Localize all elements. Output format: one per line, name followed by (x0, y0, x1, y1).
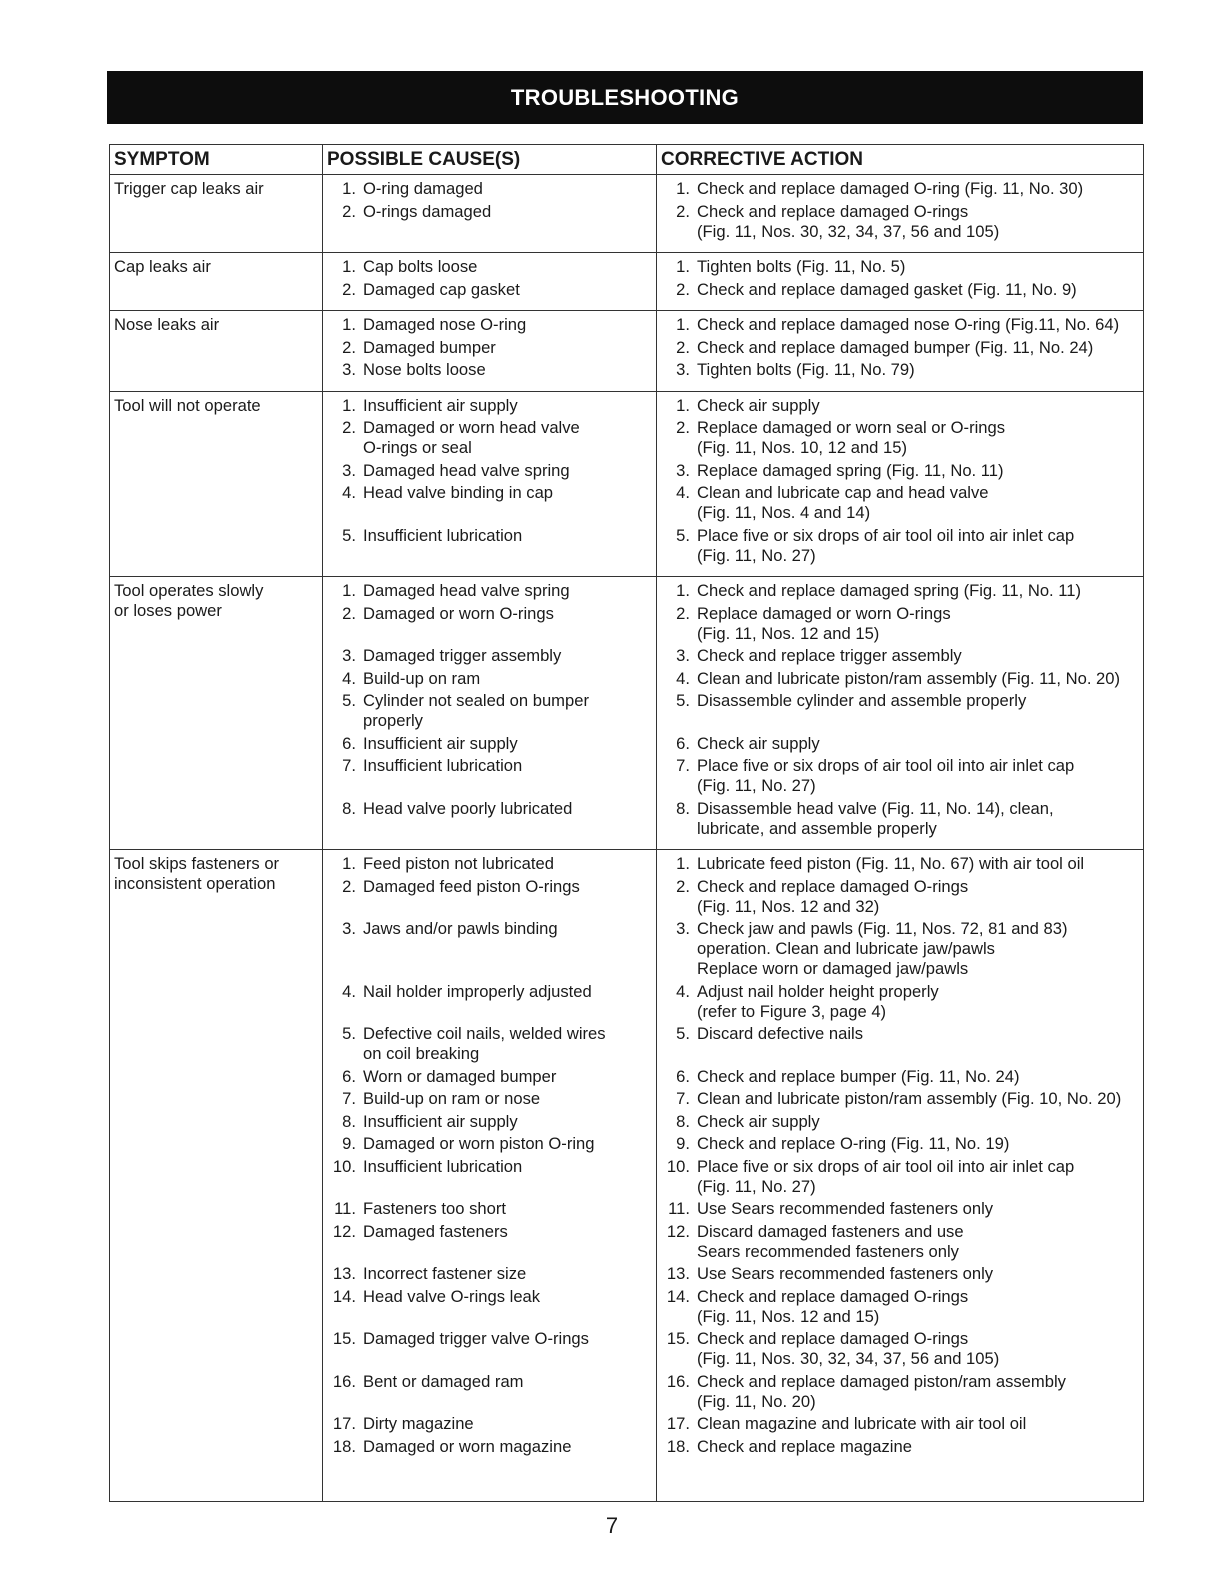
item-number: 1. (676, 257, 690, 276)
list-item (657, 1437, 1143, 1457)
item-number: 3. (676, 460, 690, 480)
item-number: 10. (332, 1156, 356, 1176)
table-header-row (110, 145, 1144, 175)
symptom-cell: Tool skips fasteners or inconsistent operation (110, 850, 323, 1502)
list-item (323, 461, 656, 481)
list-item (323, 202, 656, 242)
item-number: 1. (342, 854, 356, 873)
item-number: 3. (676, 646, 690, 665)
action-list (657, 577, 1143, 849)
list-item (323, 257, 656, 277)
cause-cell (323, 577, 657, 850)
action-header: CORRECTIVE ACTION (657, 145, 1144, 175)
list-item (657, 360, 1143, 380)
action-list (657, 850, 1143, 1467)
action-text: Tighten bolts (Fig. 11, No. 5) (697, 257, 906, 276)
item-number: 15. (332, 1329, 356, 1348)
cause-list (323, 850, 656, 1467)
table-body (110, 175, 1144, 1502)
item-number: 2. (676, 603, 690, 623)
item-number: 1. (342, 395, 356, 415)
cause-text: Nail holder improperly adjusted (363, 981, 592, 1001)
item-number: 2. (676, 337, 690, 357)
list-item (323, 646, 656, 666)
item-number: 3. (342, 919, 356, 938)
item-number: 1. (342, 257, 356, 276)
item-number: 2. (676, 201, 690, 221)
item-number: 2. (342, 418, 356, 437)
item-number: 2. (342, 603, 356, 623)
item-number: 4. (342, 483, 356, 502)
item-number: 3. (676, 360, 690, 379)
item-number: 2. (676, 418, 690, 437)
cause-text: Insufficient air supply (363, 1111, 518, 1131)
item-number: 16. (666, 1371, 690, 1391)
item-number: 5. (342, 525, 356, 545)
action-text: Clean and lubricate cap and head valve (Fig. 11, Nos. 4 and 14) (697, 483, 989, 522)
list-item (323, 1089, 656, 1109)
list-item (323, 526, 656, 566)
action-text: Replace damaged spring (Fig. 11, No. 11) (697, 460, 1004, 480)
table-row (110, 850, 1144, 1502)
action-text: Check air supply (697, 395, 820, 415)
action-list (657, 311, 1143, 391)
item-number: 6. (342, 733, 356, 753)
list-item (323, 315, 656, 335)
cause-cell (323, 253, 657, 311)
item-number: 4. (676, 668, 690, 688)
item-number: 14. (332, 1286, 356, 1306)
list-item (657, 483, 1143, 523)
action-text: Tighten bolts (Fig. 11, No. 79) (697, 360, 915, 379)
cause-list (323, 311, 656, 391)
list-item (323, 581, 656, 601)
cause-text: Insufficient lubrication (363, 756, 523, 775)
item-number: 4. (342, 668, 356, 688)
cause-cell (323, 175, 657, 253)
action-text: Place five or six drops of air tool oil into air inlet cap (Fig. 11, No. 27) (697, 756, 1075, 795)
list-item (323, 1222, 656, 1262)
cause-text: Damaged cap gasket (363, 279, 520, 299)
cause-text: Build-up on ram (363, 668, 481, 688)
action-list (657, 175, 1143, 252)
action-text: Check air supply (697, 1111, 820, 1131)
cause-text: Damaged bumper (363, 337, 496, 357)
list-item (323, 338, 656, 358)
list-item (657, 669, 1143, 689)
symptom-cell: Cap leaks air (110, 253, 323, 311)
action-cell (657, 253, 1144, 311)
action-text: Place five or six drops of air tool oil into air inlet cap (Fig. 11, No. 27) (697, 525, 1075, 565)
list-item (323, 1199, 656, 1219)
action-cell (657, 391, 1144, 577)
list-item (323, 1067, 656, 1087)
cause-cell (323, 850, 657, 1502)
cause-text: Insufficient lubrication (363, 1156, 523, 1176)
table-row (110, 175, 1144, 253)
item-number: 1. (676, 315, 690, 334)
item-number: 7. (342, 1089, 356, 1108)
action-text: Check and replace bumper (Fig. 11, No. 24) (697, 1066, 1020, 1086)
action-text: Check jaw and pawls (Fig. 11, Nos. 72, 81 and 83) operation. Clean and lubricate jaw/pawls Replace worn or damaged jaw/pawls (697, 919, 1068, 978)
list-item (323, 1329, 656, 1369)
item-number: 14. (666, 1286, 690, 1306)
item-number: 7. (342, 756, 356, 775)
action-text: Replace damaged or worn seal or O-rings (Fig. 11, Nos. 10, 12 and 15) (697, 418, 1006, 457)
action-text: Check and replace damaged piston/ram assembly (Fig. 11, No. 20) (697, 1371, 1066, 1411)
item-number: 18. (332, 1436, 356, 1456)
cause-text: Head valve O-rings leak (363, 1286, 541, 1306)
list-item (657, 396, 1143, 416)
list-item (657, 799, 1143, 839)
cause-text: Damaged or worn piston O-ring (363, 1134, 595, 1153)
action-text: Check and replace O-ring (Fig. 11, No. 19) (697, 1134, 1010, 1153)
list-item (323, 982, 656, 1022)
action-cell (657, 577, 1144, 850)
list-item (657, 734, 1143, 754)
item-number: 5. (676, 525, 690, 545)
cause-text: Damaged or worn O-rings (363, 603, 554, 623)
item-number: 2. (342, 201, 356, 221)
list-item (323, 483, 656, 523)
item-number: 7. (676, 756, 690, 775)
item-number: 8. (342, 1111, 356, 1131)
item-number: 6. (676, 1066, 690, 1086)
action-text: Check and replace damaged spring (Fig. 11, No. 11) (697, 581, 1082, 600)
action-text: Discard defective nails (697, 1024, 864, 1043)
list-item (323, 734, 656, 754)
cause-text: Fasteners too short (363, 1199, 506, 1218)
cause-text: Insufficient lubrication (363, 525, 523, 545)
list-item (657, 1157, 1143, 1197)
list-item (657, 1024, 1143, 1064)
item-number: 5. (342, 1024, 356, 1043)
item-number: 12. (666, 1221, 690, 1241)
list-item (657, 526, 1143, 566)
list-item (657, 202, 1143, 242)
action-text: Check and replace damaged gasket (Fig. 11, No. 9) (697, 279, 1077, 299)
action-text: Check and replace damaged bumper (Fig. 11, No. 24) (697, 337, 1094, 357)
cause-header: POSSIBLE CAUSE(S) (323, 145, 657, 175)
item-number: 3. (342, 360, 356, 379)
item-number: 2. (676, 876, 690, 896)
item-number: 11. (334, 1199, 356, 1218)
action-text: Disassemble cylinder and assemble properly (697, 691, 1027, 710)
item-number: 16. (332, 1371, 356, 1391)
action-text: Check and replace damaged O-rings (Fig. 11, Nos. 30, 32, 34, 37, 56 and 105) (697, 201, 1000, 241)
item-number: 2. (342, 279, 356, 299)
list-item (657, 691, 1143, 731)
cause-text: Damaged nose O-ring (363, 315, 527, 334)
cause-text: Incorrect fastener size (363, 1264, 527, 1283)
item-number: 7. (676, 1089, 690, 1108)
item-number: 1. (342, 179, 356, 198)
action-text: Disassemble head valve (Fig. 11, No. 14), clean, lubricate, and assemble properly (697, 798, 1054, 838)
list-item (657, 1199, 1143, 1219)
list-item (657, 1372, 1143, 1412)
item-number: 4. (676, 483, 690, 502)
item-number: 8. (342, 798, 356, 818)
list-item (657, 1329, 1143, 1369)
item-number: 3. (342, 460, 356, 480)
table-row (110, 391, 1144, 577)
action-text: Use Sears recommended fasteners only (697, 1264, 994, 1283)
item-number: 2. (676, 279, 690, 299)
list-item (323, 179, 656, 199)
list-item (323, 799, 656, 839)
action-cell (657, 850, 1144, 1502)
list-item (657, 1287, 1143, 1327)
list-item (657, 257, 1143, 277)
list-item (657, 919, 1143, 979)
item-number: 3. (676, 919, 690, 938)
cause-text: Damaged trigger valve O-rings (363, 1329, 589, 1348)
cause-text: Nose bolts loose (363, 360, 486, 379)
list-item (323, 756, 656, 796)
item-number: 15. (666, 1329, 690, 1348)
item-number: 9. (342, 1134, 356, 1153)
item-number: 17. (666, 1414, 690, 1433)
item-number: 1. (676, 581, 690, 600)
action-text: Discard damaged fasteners and use Sears recommended fasteners only (697, 1221, 964, 1261)
action-text: Check air supply (697, 733, 820, 753)
cause-text: Head valve binding in cap (363, 483, 554, 502)
list-item (657, 280, 1143, 300)
list-item (323, 604, 656, 644)
list-item (323, 854, 656, 874)
item-number: 1. (676, 854, 690, 873)
item-number: 6. (342, 1066, 356, 1086)
list-item (323, 418, 656, 458)
list-item (323, 1437, 656, 1457)
list-item (323, 1112, 656, 1132)
cause-text: Defective coil nails, welded wires on coil breaking (363, 1024, 606, 1063)
item-number: 13. (666, 1264, 690, 1283)
list-item (657, 1414, 1143, 1434)
cause-text: Damaged feed piston O-rings (363, 876, 580, 896)
page-title: TROUBLESHOOTING (107, 71, 1143, 124)
action-text: Check and replace damaged O-ring (Fig. 11, No. 30) (697, 179, 1084, 198)
action-text: Check and replace trigger assembly (697, 646, 962, 665)
action-text: Clean and lubricate piston/ram assembly (Fig. 11, No. 20) (697, 668, 1121, 688)
table-row (110, 311, 1144, 392)
list-item (657, 418, 1143, 458)
action-text: Lubricate feed piston (Fig. 11, No. 67) with air tool oil (697, 854, 1085, 873)
item-number: 1. (342, 315, 356, 334)
list-item (657, 179, 1143, 199)
cause-list (323, 253, 656, 310)
cause-text: Damaged trigger assembly (363, 646, 562, 665)
item-number: 11. (668, 1199, 690, 1218)
action-text: Clean magazine and lubricate with air tool oil (697, 1414, 1027, 1433)
action-list (657, 253, 1143, 310)
action-text: Place five or six drops of air tool oil into air inlet cap (Fig. 11, No. 27) (697, 1156, 1075, 1196)
cause-text: Damaged or worn magazine (363, 1436, 572, 1456)
list-item (323, 691, 656, 731)
list-item (323, 877, 656, 917)
cause-text: O-ring damaged (363, 179, 483, 198)
list-item (657, 315, 1143, 335)
symptom-cell: Tool will not operate (110, 391, 323, 577)
symptom-cell: Trigger cap leaks air (110, 175, 323, 253)
list-item (657, 1089, 1143, 1109)
item-number: 10. (666, 1156, 690, 1176)
list-item (323, 1287, 656, 1327)
item-number: 1. (342, 581, 356, 600)
list-item (323, 669, 656, 689)
item-number: 1. (676, 179, 690, 198)
symptom-cell: Nose leaks air (110, 311, 323, 392)
cause-cell (323, 391, 657, 577)
action-list (657, 392, 1143, 577)
cause-text: Damaged head valve spring (363, 460, 570, 480)
cause-list (323, 577, 656, 849)
list-item (657, 1112, 1143, 1132)
action-text: Check and replace magazine (697, 1436, 912, 1456)
cause-list (323, 175, 656, 252)
action-text: Check and replace damaged O-rings (Fig. 11, Nos. 30, 32, 34, 37, 56 and 105) (697, 1329, 1000, 1368)
cause-text: Dirty magazine (363, 1414, 474, 1433)
action-text: Check and replace damaged O-rings (Fig. 11, Nos. 12 and 15) (697, 1286, 969, 1326)
page-number: 7 (605, 1513, 619, 1538)
item-number: 2. (342, 876, 356, 896)
list-item (657, 854, 1143, 874)
cause-text: Worn or damaged bumper (363, 1066, 557, 1086)
item-number: 1. (676, 395, 690, 415)
list-item (323, 1414, 656, 1434)
item-number: 5. (342, 691, 356, 710)
list-item (323, 1264, 656, 1284)
list-item (323, 1372, 656, 1412)
item-number: 3. (342, 646, 356, 665)
action-text: Check and replace damaged O-rings (Fig. 11, Nos. 12 and 32) (697, 876, 969, 916)
item-number: 18. (666, 1436, 690, 1456)
item-number: 12. (332, 1221, 356, 1241)
list-item (657, 1067, 1143, 1087)
list-item (657, 604, 1143, 644)
symptom-header: SYMPTOM (110, 145, 323, 175)
action-text: Use Sears recommended fasteners only (697, 1199, 994, 1218)
item-number: 6. (676, 733, 690, 753)
list-item (323, 1024, 656, 1064)
list-item (323, 1157, 656, 1197)
action-cell (657, 311, 1144, 392)
list-item (657, 581, 1143, 601)
action-cell (657, 175, 1144, 253)
cause-text: Jaws and/or pawls binding (363, 919, 558, 938)
troubleshooting-table (109, 144, 1144, 1502)
item-number: 4. (342, 981, 356, 1001)
cause-text: Insufficient air supply (363, 395, 518, 415)
list-item (323, 360, 656, 380)
cause-text: Feed piston not lubricated (363, 854, 554, 873)
cause-text: Cap bolts loose (363, 257, 478, 276)
symptom-cell: Tool operates slowly or loses power (110, 577, 323, 850)
list-item (657, 1134, 1143, 1154)
list-item (657, 756, 1143, 796)
cause-text: Bent or damaged ram (363, 1371, 524, 1391)
item-number: 9. (676, 1134, 690, 1153)
list-item (323, 919, 656, 979)
cause-list (323, 392, 656, 577)
list-item (657, 461, 1143, 481)
action-text: Clean and lubricate piston/ram assembly (Fig. 10, No. 20) (697, 1089, 1122, 1108)
list-item (323, 1134, 656, 1154)
list-item (323, 396, 656, 416)
item-number: 2. (342, 337, 356, 357)
cause-text: Cylinder not sealed on bumper properly (363, 691, 589, 730)
cause-text: Build-up on ram or nose (363, 1089, 541, 1108)
item-number: 5. (676, 691, 690, 710)
cause-text: Damaged or worn head valve O-rings or seal (363, 418, 580, 457)
cause-cell (323, 311, 657, 392)
item-number: 4. (676, 981, 690, 1001)
cause-text: Damaged head valve spring (363, 581, 570, 600)
list-item (657, 877, 1143, 917)
cause-text: Damaged fasteners (363, 1221, 508, 1241)
action-text: Adjust nail holder height properly (refer to Figure 3, page 4) (697, 981, 939, 1021)
cause-text: O-rings damaged (363, 201, 492, 221)
list-item (657, 646, 1143, 666)
item-number: 17. (332, 1414, 356, 1433)
cause-text: Insufficient air supply (363, 733, 518, 753)
item-number: 8. (676, 1111, 690, 1131)
item-number: 13. (332, 1264, 356, 1283)
list-item (657, 1264, 1143, 1284)
table-row (110, 577, 1144, 850)
action-text: Check and replace damaged nose O-ring (Fig.11, No. 64) (697, 315, 1120, 334)
item-number: 5. (676, 1024, 690, 1043)
list-item (323, 280, 656, 300)
list-item (657, 982, 1143, 1022)
action-text: Replace damaged or worn O-rings (Fig. 11, Nos. 12 and 15) (697, 603, 951, 643)
table-row (110, 253, 1144, 311)
list-item (657, 1222, 1143, 1262)
cause-text: Head valve poorly lubricated (363, 798, 573, 818)
list-item (657, 338, 1143, 358)
item-number: 8. (676, 798, 690, 818)
